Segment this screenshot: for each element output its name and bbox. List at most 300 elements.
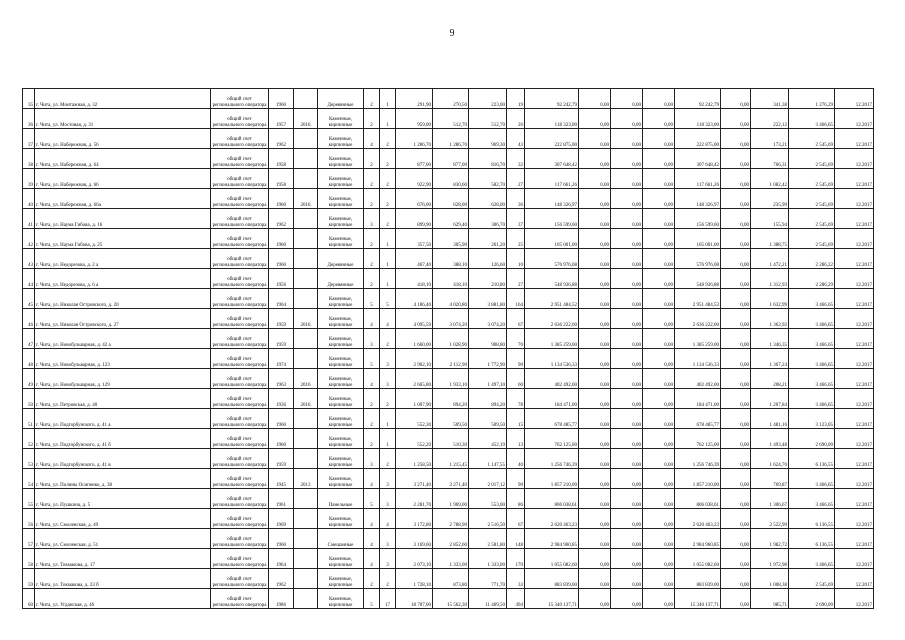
address-cell: г. Чита, ул. Наума Гибова, д. 16 bbox=[35, 209, 211, 229]
entrances-cell: 3 bbox=[380, 369, 396, 389]
private-area-cell: 261,20 bbox=[469, 229, 507, 249]
residents-cell: 164 bbox=[507, 289, 525, 309]
total-cost-cell: 2 636 222,00 bbox=[525, 309, 579, 329]
wall-material-cell: Деревянные bbox=[318, 249, 364, 269]
wall-material-cell: Каменные, кирпичные bbox=[318, 449, 364, 469]
build-year-cell: 1962 bbox=[269, 569, 294, 589]
floors-cell: 4 bbox=[364, 309, 380, 329]
owner-cost-cell: 678 485,77 bbox=[675, 409, 721, 429]
other-cost-cell: 0,00 bbox=[721, 369, 751, 389]
entrances-cell: 2 bbox=[380, 329, 396, 349]
build-year-cell: 1963 bbox=[269, 369, 294, 389]
cost-limit-cell: 6 136,55 bbox=[789, 529, 835, 549]
build-year-cell: 1964 bbox=[269, 289, 294, 309]
plan-date-cell: 12.2017 bbox=[835, 189, 874, 209]
address-cell: г. Чита, ул. Петровская, д. 40 bbox=[35, 389, 211, 409]
build-year-cell: 1960 bbox=[269, 429, 294, 449]
fund-cost-3-cell: 0,00 bbox=[643, 369, 675, 389]
fund-cost-3-cell: 0,00 bbox=[643, 349, 675, 369]
address-cell: г. Чита, ул. Подгорбунского, д. 41 в bbox=[35, 449, 211, 469]
living-area-cell: 418,10 bbox=[433, 269, 469, 289]
table-row bbox=[23, 429, 874, 449]
unit-cost-cell: 1 388,75 bbox=[751, 229, 789, 249]
fund-cost-2-cell: 0,00 bbox=[611, 289, 643, 309]
fund-cost-1-cell: 0,00 bbox=[579, 329, 611, 349]
total-area-cell: 922,90 bbox=[396, 169, 433, 189]
private-area-cell: 3 881,80 bbox=[469, 289, 507, 309]
fund-type-cell: общий счет регионального оператора bbox=[211, 109, 269, 129]
floors-cell: 2 bbox=[364, 409, 380, 429]
entrances-cell: 2 bbox=[380, 209, 396, 229]
cost-limit-cell: 6 136,55 bbox=[789, 449, 835, 469]
wall-material-cell: Каменные, кирпичные bbox=[318, 429, 364, 449]
entrances-cell: 2 bbox=[380, 389, 396, 409]
private-area-cell: 223,00 bbox=[469, 89, 507, 109]
plan-date-cell: 12.2017 bbox=[835, 469, 874, 489]
fund-type-cell: общий счет регионального оператора bbox=[211, 529, 269, 549]
fund-type-cell: общий счет регионального оператора bbox=[211, 149, 269, 169]
floors-cell: 2 bbox=[364, 569, 380, 589]
floors-cell: 4 bbox=[364, 529, 380, 549]
total-cost-cell: 222 875,00 bbox=[525, 129, 579, 149]
cost-limit-cell: 6 136,55 bbox=[789, 509, 835, 529]
plan-date-cell: 12.2017 bbox=[835, 489, 874, 509]
fund-type-cell: общий счет регионального оператора bbox=[211, 429, 269, 449]
cost-limit-cell: 3 466,65 bbox=[789, 309, 835, 329]
fund-cost-2-cell: 0,00 bbox=[611, 89, 643, 109]
repair-year-cell bbox=[294, 329, 318, 349]
repair-year-cell bbox=[294, 589, 318, 609]
other-cost-cell: 0,00 bbox=[721, 529, 751, 549]
unit-cost-cell: 769,87 bbox=[751, 469, 789, 489]
address-cell: г. Чита, ул. Подгорбунского, д. 41 б bbox=[35, 429, 211, 449]
floors-cell: 3 bbox=[364, 209, 380, 229]
owner-cost-cell: 883 839,00 bbox=[675, 569, 721, 589]
table-row bbox=[23, 509, 874, 529]
owner-cost-cell: 222 875,00 bbox=[675, 129, 721, 149]
table-row bbox=[23, 369, 874, 389]
table-row bbox=[23, 549, 874, 569]
wall-material-cell: Каменные, кирпичные bbox=[318, 409, 364, 429]
repair-year-cell bbox=[294, 129, 318, 149]
fund-cost-3-cell: 0,00 bbox=[643, 149, 675, 169]
living-area-cell: 1 028,90 bbox=[433, 329, 469, 349]
entrances-cell: 1 bbox=[380, 229, 396, 249]
fund-type-cell: общий счет регионального оператора bbox=[211, 209, 269, 229]
private-area-cell: 2 017,12 bbox=[469, 469, 507, 489]
total-cost-cell: 883 839,00 bbox=[525, 569, 579, 589]
fund-cost-2-cell: 0,00 bbox=[611, 549, 643, 569]
fund-cost-2-cell: 0,00 bbox=[611, 149, 643, 169]
entrances-cell: 3 bbox=[380, 349, 396, 369]
table-row bbox=[23, 309, 874, 329]
wall-material-cell: Каменные, кирпичные bbox=[318, 289, 364, 309]
total-area-cell: 2 665,80 bbox=[396, 369, 433, 389]
row-number-cell: 51 bbox=[23, 409, 35, 429]
fund-type-cell: общий счет регионального оператора bbox=[211, 89, 269, 109]
other-cost-cell: 0,00 bbox=[721, 89, 751, 109]
address-cell: г. Чита, ул. Мостовая, д. 31 bbox=[35, 109, 211, 129]
build-year-cell: 1974 bbox=[269, 349, 294, 369]
fund-cost-2-cell: 0,00 bbox=[611, 329, 643, 349]
row-number-cell: 49 bbox=[23, 369, 35, 389]
fund-type-cell: общий счет регионального оператора bbox=[211, 169, 269, 189]
fund-cost-2-cell: 0,00 bbox=[611, 409, 643, 429]
table-row bbox=[23, 229, 874, 249]
build-year-cell: 1986 bbox=[269, 589, 294, 609]
build-year-cell: 1960 bbox=[269, 409, 294, 429]
wall-material-cell: Каменные, кирпичные bbox=[318, 349, 364, 369]
total-area-cell: 1 728,10 bbox=[396, 569, 433, 589]
private-area-cell: 512,70 bbox=[469, 109, 507, 129]
fund-cost-3-cell: 0,00 bbox=[643, 569, 675, 589]
other-cost-cell: 0,00 bbox=[721, 149, 751, 169]
wall-material-cell: Панельные bbox=[318, 489, 364, 509]
floors-cell: 4 bbox=[364, 469, 380, 489]
owner-cost-cell: 576 976,08 bbox=[675, 249, 721, 269]
build-year-cell: 1936 bbox=[269, 389, 294, 409]
repair-year-cell bbox=[294, 549, 318, 569]
address-cell: г. Чита, ул. Недорезова, д. 6 а bbox=[35, 269, 211, 289]
plan-date-cell: 12.2017 bbox=[835, 249, 874, 269]
fund-cost-2-cell: 0,00 bbox=[611, 469, 643, 489]
fund-cost-1-cell: 0,00 bbox=[579, 269, 611, 289]
cost-limit-cell: 3 466,65 bbox=[789, 389, 835, 409]
wall-material-cell: Смешанные bbox=[318, 529, 364, 549]
owner-cost-cell: 1 857 210,00 bbox=[675, 469, 721, 489]
plan-date-cell: 12.2017 bbox=[835, 209, 874, 229]
residents-cell: 27 bbox=[507, 169, 525, 189]
plan-date-cell: 12.2017 bbox=[835, 169, 874, 189]
row-number-cell: 42 bbox=[23, 229, 35, 249]
build-year-cell: 1969 bbox=[269, 509, 294, 529]
table-row bbox=[23, 389, 874, 409]
fund-cost-3-cell: 0,00 bbox=[643, 289, 675, 309]
owner-cost-cell: 2 984 960,85 bbox=[675, 529, 721, 549]
total-cost-cell: 1 385 259,00 bbox=[525, 329, 579, 349]
other-cost-cell: 0,00 bbox=[721, 229, 751, 249]
fund-cost-3-cell: 0,00 bbox=[643, 529, 675, 549]
fund-cost-3-cell: 0,00 bbox=[643, 109, 675, 129]
residents-cell: 60 bbox=[507, 369, 525, 389]
fund-cost-1-cell: 0,00 bbox=[579, 469, 611, 489]
fund-cost-1-cell: 0,00 bbox=[579, 189, 611, 209]
build-year-cell: 1964 bbox=[269, 549, 294, 569]
repair-year-cell: 2013 bbox=[294, 469, 318, 489]
living-area-cell: 2 112,90 bbox=[433, 349, 469, 369]
fund-cost-1-cell: 0,00 bbox=[579, 109, 611, 129]
total-area-cell: 959,00 bbox=[396, 109, 433, 129]
fund-cost-2-cell: 0,00 bbox=[611, 189, 643, 209]
living-area-cell: 512,70 bbox=[433, 109, 469, 129]
address-cell: г. Чита, ул. Николая Островского, д. 27 bbox=[35, 309, 211, 329]
row-number-cell: 57 bbox=[23, 529, 35, 549]
fund-cost-3-cell: 0,00 bbox=[643, 189, 675, 209]
residents-cell: 25 bbox=[507, 229, 525, 249]
total-cost-cell: 1 857 210,00 bbox=[525, 469, 579, 489]
floors-cell: 3 bbox=[364, 329, 380, 349]
build-year-cell: 1960 bbox=[269, 189, 294, 209]
wall-material-cell: Каменные, кирпичные bbox=[318, 469, 364, 489]
fund-cost-2-cell: 0,00 bbox=[611, 589, 643, 609]
fund-type-cell: общий счет регионального оператора bbox=[211, 409, 269, 429]
fund-cost-2-cell: 0,00 bbox=[611, 309, 643, 329]
residents-cell: 33 bbox=[507, 569, 525, 589]
private-area-cell: 816,70 bbox=[469, 149, 507, 169]
cost-limit-cell: 2 545,69 bbox=[789, 169, 835, 189]
entrances-cell: 4 bbox=[380, 509, 396, 529]
fund-cost-1-cell: 0,00 bbox=[579, 509, 611, 529]
wall-material-cell: Каменные, кирпичные bbox=[318, 329, 364, 349]
table-row bbox=[23, 109, 874, 129]
row-number-cell: 47 bbox=[23, 329, 35, 349]
unit-cost-cell: 1 306,67 bbox=[751, 489, 789, 509]
floors-cell: 4 bbox=[364, 369, 380, 389]
fund-type-cell: общий счет регионального оператора bbox=[211, 229, 269, 249]
fund-type-cell: общий счет регионального оператора bbox=[211, 129, 269, 149]
fund-cost-2-cell: 0,00 bbox=[611, 249, 643, 269]
unit-cost-cell: 1 346,35 bbox=[751, 329, 789, 349]
build-year-cell: 1960 bbox=[269, 229, 294, 249]
entrances-cell: 1 bbox=[380, 109, 396, 129]
total-cost-cell: 1 134 536,33 bbox=[525, 349, 579, 369]
unit-cost-cell: 1 632,99 bbox=[751, 289, 789, 309]
total-area-cell: 552,20 bbox=[396, 429, 433, 449]
entrances-cell: 3 bbox=[380, 549, 396, 569]
cost-limit-cell: 2 690,00 bbox=[789, 589, 835, 609]
table-row bbox=[23, 589, 874, 609]
wall-material-cell: Каменные, кирпичные bbox=[318, 309, 364, 329]
row-number-cell: 40 bbox=[23, 189, 35, 209]
unit-cost-cell: 173,21 bbox=[751, 129, 789, 149]
row-number-cell: 36 bbox=[23, 109, 35, 129]
address-cell: г. Чита, ул. Пушкина, д. 5 bbox=[35, 489, 211, 509]
build-year-cell: 1957 bbox=[269, 109, 294, 129]
fund-cost-1-cell: 0,00 bbox=[579, 289, 611, 309]
table-row bbox=[23, 189, 874, 209]
owner-cost-cell: 2 951 484,52 bbox=[675, 289, 721, 309]
repair-year-cell: 2016 bbox=[294, 309, 318, 329]
cost-limit-cell: 3 123,05 bbox=[789, 409, 835, 429]
living-area-cell: 1 933,10 bbox=[433, 369, 469, 389]
residents-cell: 10 bbox=[507, 249, 525, 269]
entrances-cell: 2 bbox=[380, 169, 396, 189]
owner-cost-cell: 762 125,00 bbox=[675, 429, 721, 449]
repair-year-cell: 2016 bbox=[294, 389, 318, 409]
living-area-cell: 388,10 bbox=[433, 249, 469, 269]
table-row bbox=[23, 209, 874, 229]
row-number-cell: 60 bbox=[23, 589, 35, 609]
private-area-cell: 11 469,50 bbox=[469, 589, 507, 609]
living-area-cell: 1 286,70 bbox=[433, 129, 469, 149]
row-number-cell: 37 bbox=[23, 129, 35, 149]
housing-register-table bbox=[22, 88, 874, 609]
living-area-cell: 509,50 bbox=[433, 409, 469, 429]
cost-limit-cell: 2 545,69 bbox=[789, 149, 835, 169]
plan-date-cell: 12.2017 bbox=[835, 229, 874, 249]
total-area-cell: 676,00 bbox=[396, 189, 433, 209]
repair-year-cell bbox=[294, 529, 318, 549]
build-year-cell: 1958 bbox=[269, 169, 294, 189]
plan-date-cell: 12.2017 bbox=[835, 309, 874, 329]
residents-cell: 90 bbox=[507, 469, 525, 489]
total-area-cell: 291,90 bbox=[396, 89, 433, 109]
unit-cost-cell: 1 207,84 bbox=[751, 389, 789, 409]
fund-cost-3-cell: 0,00 bbox=[643, 89, 675, 109]
fund-cost-1-cell: 0,00 bbox=[579, 569, 611, 589]
residents-cell: 170 bbox=[507, 549, 525, 569]
cost-limit-cell: 1 276,29 bbox=[789, 89, 835, 109]
unit-cost-cell: 1 363,92 bbox=[751, 309, 789, 329]
fund-type-cell: общий счет регионального оператора bbox=[211, 489, 269, 509]
entrances-cell: 17 bbox=[380, 589, 396, 609]
living-area-cell: 873,80 bbox=[433, 569, 469, 589]
fund-type-cell: общий счет регионального оператора bbox=[211, 589, 269, 609]
fund-cost-2-cell: 0,00 bbox=[611, 489, 643, 509]
other-cost-cell: 0,00 bbox=[721, 569, 751, 589]
other-cost-cell: 0,00 bbox=[721, 469, 751, 489]
unit-cost-cell: 235,99 bbox=[751, 189, 789, 209]
fund-cost-3-cell: 0,00 bbox=[643, 269, 675, 289]
other-cost-cell: 0,00 bbox=[721, 269, 751, 289]
residents-cell: 27 bbox=[507, 269, 525, 289]
living-area-cell: 2 852,60 bbox=[433, 529, 469, 549]
plan-date-cell: 12.2017 bbox=[835, 349, 874, 369]
other-cost-cell: 0,00 bbox=[721, 349, 751, 369]
fund-type-cell: общий счет регионального оператора bbox=[211, 249, 269, 269]
wall-material-cell: Каменные, кирпичные bbox=[318, 369, 364, 389]
row-number-cell: 54 bbox=[23, 469, 35, 489]
wall-material-cell: Каменные, кирпичные bbox=[318, 389, 364, 409]
repair-year-cell bbox=[294, 289, 318, 309]
address-cell: г. Чита, ул. Наума Гибова, д. 25 bbox=[35, 229, 211, 249]
fund-type-cell: общий счет регионального оператора bbox=[211, 309, 269, 329]
table-row bbox=[23, 89, 874, 109]
total-area-cell: 1 660,00 bbox=[396, 329, 433, 349]
total-cost-cell: 307 648,42 bbox=[525, 149, 579, 169]
owner-cost-cell: 2 620 463,23 bbox=[675, 509, 721, 529]
repair-year-cell bbox=[294, 429, 318, 449]
floors-cell: 2 bbox=[364, 229, 380, 249]
entrances-cell: 1 bbox=[380, 89, 396, 109]
address-cell: г. Чита, ул. Подгорбунского, д. 41 а bbox=[35, 409, 211, 429]
total-cost-cell: 2 984 960,85 bbox=[525, 529, 579, 549]
residents-cell: 494 bbox=[507, 589, 525, 609]
build-year-cell: 1945 bbox=[269, 469, 294, 489]
fund-cost-2-cell: 0,00 bbox=[611, 429, 643, 449]
total-area-cell: 552,30 bbox=[396, 409, 433, 429]
fund-cost-3-cell: 0,00 bbox=[643, 409, 675, 429]
other-cost-cell: 0,00 bbox=[721, 109, 751, 129]
living-area-cell: 4 020,80 bbox=[433, 289, 469, 309]
floors-cell: 2 bbox=[364, 429, 380, 449]
floors-cell: 2 bbox=[364, 249, 380, 269]
fund-type-cell: общий счет регионального оператора bbox=[211, 189, 269, 209]
owner-cost-cell: 105 001,00 bbox=[675, 229, 721, 249]
fund-cost-3-cell: 0,00 bbox=[643, 329, 675, 349]
repair-year-cell bbox=[294, 569, 318, 589]
owner-cost-cell: 1 385 259,00 bbox=[675, 329, 721, 349]
repair-year-cell bbox=[294, 509, 318, 529]
floors-cell: 4 bbox=[364, 129, 380, 149]
fund-cost-3-cell: 0,00 bbox=[643, 429, 675, 449]
entrances-cell: 3 bbox=[380, 529, 396, 549]
entrances-cell: 2 bbox=[380, 149, 396, 169]
plan-date-cell: 12.2017 bbox=[835, 449, 874, 469]
cost-limit-cell: 2 545,69 bbox=[789, 569, 835, 589]
private-area-cell: 2 581,80 bbox=[469, 529, 507, 549]
unit-cost-cell: 1 472,21 bbox=[751, 249, 789, 269]
fund-cost-1-cell: 0,00 bbox=[579, 429, 611, 449]
wall-material-cell: Каменные, кирпичные bbox=[318, 109, 364, 129]
total-cost-cell: 1 256 746,39 bbox=[525, 449, 579, 469]
repair-year-cell bbox=[294, 489, 318, 509]
residents-cell: 26 bbox=[507, 109, 525, 129]
table-row bbox=[23, 269, 874, 289]
owner-cost-cell: 402 492,00 bbox=[675, 369, 721, 389]
fund-cost-1-cell: 0,00 bbox=[579, 169, 611, 189]
row-number-cell: 50 bbox=[23, 389, 35, 409]
address-cell: г. Чита, ул. Новобульварная, д. 42 а bbox=[35, 329, 211, 349]
table-row bbox=[23, 329, 874, 349]
fund-cost-3-cell: 0,00 bbox=[643, 489, 675, 509]
other-cost-cell: 0,00 bbox=[721, 309, 751, 329]
residents-cell: 90 bbox=[507, 349, 525, 369]
owner-cost-cell: 148 326,97 bbox=[675, 189, 721, 209]
build-year-cell: 1962 bbox=[269, 129, 294, 149]
other-cost-cell: 0,00 bbox=[721, 249, 751, 269]
total-area-cell: 3 172,80 bbox=[396, 509, 433, 529]
repair-year-cell: 2016 bbox=[294, 189, 318, 209]
entrances-cell: 2 bbox=[380, 129, 396, 149]
row-number-cell: 55 bbox=[23, 489, 35, 509]
unit-cost-cell: 208,21 bbox=[751, 369, 789, 389]
living-area-cell: 3 074,20 bbox=[433, 309, 469, 329]
fund-type-cell: общий счет регионального оператора bbox=[211, 389, 269, 409]
total-cost-cell: 2 951 484,52 bbox=[525, 289, 579, 309]
residents-cell: 37 bbox=[507, 209, 525, 229]
total-cost-cell: 117 661,26 bbox=[525, 169, 579, 189]
other-cost-cell: 0,00 bbox=[721, 549, 751, 569]
entrances-cell: 1 bbox=[380, 409, 396, 429]
fund-cost-1-cell: 0,00 bbox=[579, 589, 611, 609]
total-area-cell: 1 007,90 bbox=[396, 389, 433, 409]
wall-material-cell: Каменные, кирпичные bbox=[318, 189, 364, 209]
private-area-cell: 628,00 bbox=[469, 189, 507, 209]
living-area-cell: 510,30 bbox=[433, 429, 469, 449]
table-row bbox=[23, 469, 874, 489]
plan-date-cell: 12.2017 bbox=[835, 109, 874, 129]
table-row bbox=[23, 249, 874, 269]
fund-cost-1-cell: 0,00 bbox=[579, 489, 611, 509]
cost-limit-cell: 3 466,65 bbox=[789, 489, 835, 509]
total-area-cell: 899,90 bbox=[396, 209, 433, 229]
floors-cell: 2 bbox=[364, 149, 380, 169]
unit-cost-cell: 1 624,70 bbox=[751, 449, 789, 469]
plan-date-cell: 12.2017 bbox=[835, 329, 874, 349]
floors-cell: 2 bbox=[364, 89, 380, 109]
floors-cell: 2 bbox=[364, 389, 380, 409]
fund-cost-1-cell: 0,00 bbox=[579, 129, 611, 149]
fund-cost-1-cell: 0,00 bbox=[579, 389, 611, 409]
private-area-cell: 553,00 bbox=[469, 489, 507, 509]
unit-cost-cell: 222,12 bbox=[751, 109, 789, 129]
private-area-cell: 1 333,00 bbox=[469, 549, 507, 569]
repair-year-cell bbox=[294, 269, 318, 289]
table-row bbox=[23, 129, 874, 149]
fund-type-cell: общий счет регионального оператора bbox=[211, 289, 269, 309]
wall-material-cell: Каменные, кирпичные bbox=[318, 229, 364, 249]
